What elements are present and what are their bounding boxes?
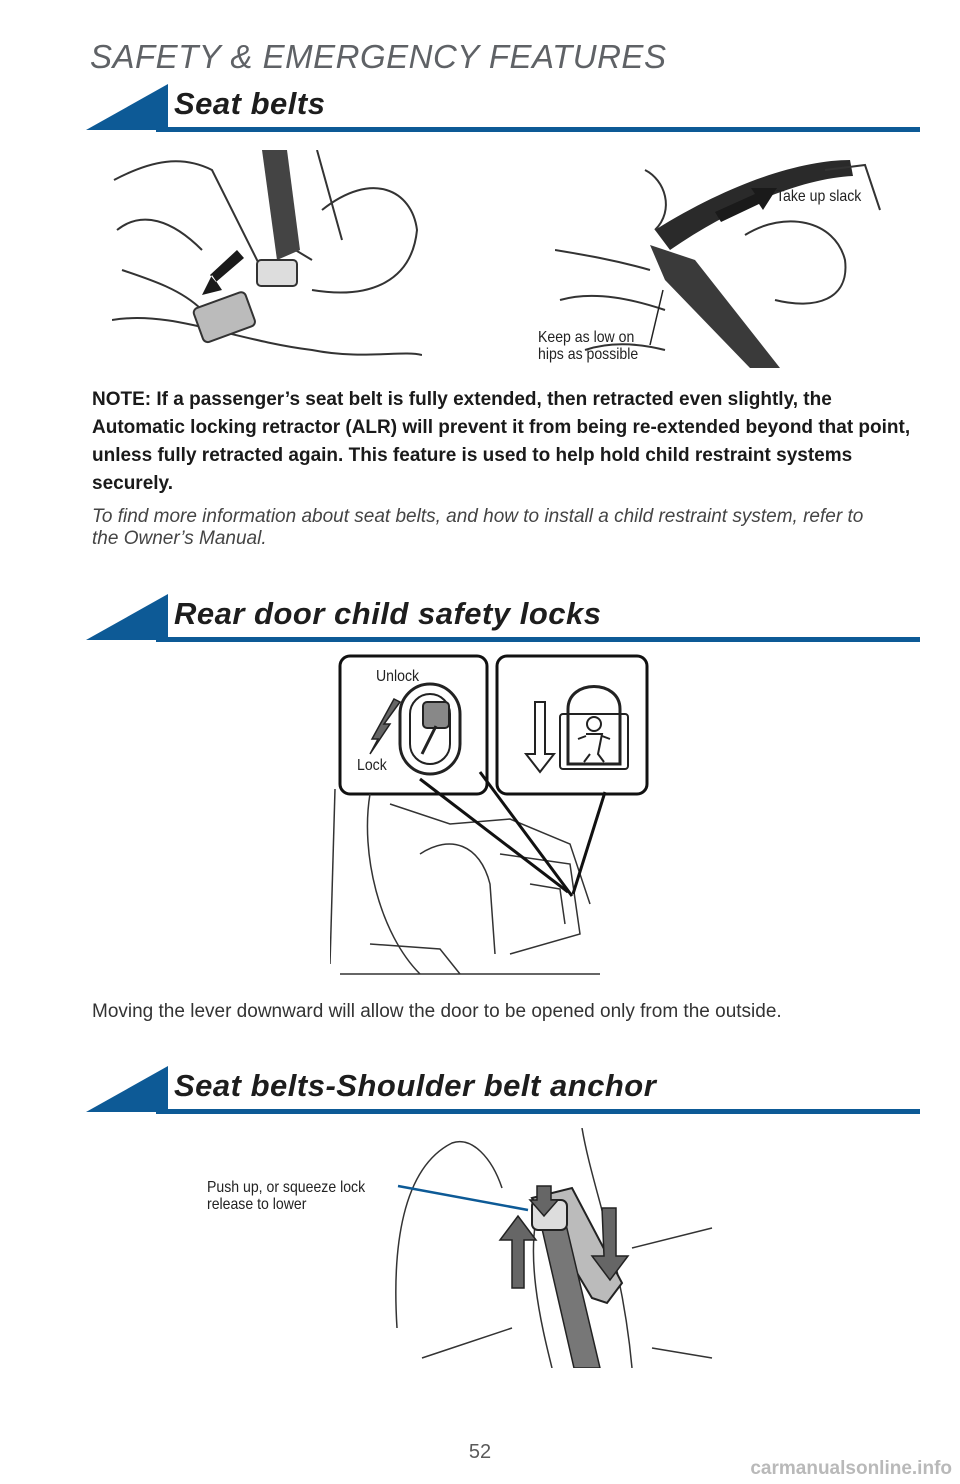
callout-push-up: Push up, or squeeze lock release to lower	[207, 1179, 366, 1213]
section-tab	[86, 594, 168, 640]
callout-keep-low: Keep as low on hips as possible	[538, 329, 639, 363]
section-title: Seat belts	[174, 86, 326, 121]
callout-take-up-slack: Take up slack	[776, 188, 862, 205]
section-header-child-locks	[86, 594, 920, 642]
section-title: Seat belts-Shoulder belt anchor	[174, 1068, 657, 1103]
page-number: 52	[468, 1441, 492, 1463]
page-header: SAFETY & EMERGENCY FEATURES	[90, 38, 667, 75]
section-header-shoulder-anchor	[86, 1066, 920, 1114]
child-lock-description: Moving the lever downward will allow the door to be opened only from the outside.	[92, 1001, 782, 1022]
section-rule	[156, 127, 920, 132]
section-title: Rear door child safety locks	[174, 596, 602, 631]
section-header-seat-belts	[86, 84, 920, 132]
watermark: carmanualsonline.info	[750, 1458, 952, 1479]
section-tab	[86, 1066, 168, 1112]
label-lock: Lock	[357, 757, 387, 774]
section-rule	[156, 1109, 920, 1114]
owners-manual-reference: To find more information about seat belts, and how to install a child restraint system, refer to the Owner’s Manual.	[92, 506, 864, 549]
section-rule	[156, 637, 920, 642]
label-unlock: Unlock	[376, 668, 420, 685]
child-lock-illustration	[330, 654, 660, 984]
section-tab	[86, 84, 168, 130]
shoulder-anchor-illustration	[392, 1128, 714, 1368]
alr-note: NOTE: If a passenger’s seat belt is fully extended, then retracted even slightly, the Automatic locking retractor (ALR) will prevent it from being re-extended beyond that point, unless fully retracted again. This feature is used to help hold child restraint systems securely.	[92, 389, 911, 494]
buckle-illustration	[112, 150, 422, 368]
